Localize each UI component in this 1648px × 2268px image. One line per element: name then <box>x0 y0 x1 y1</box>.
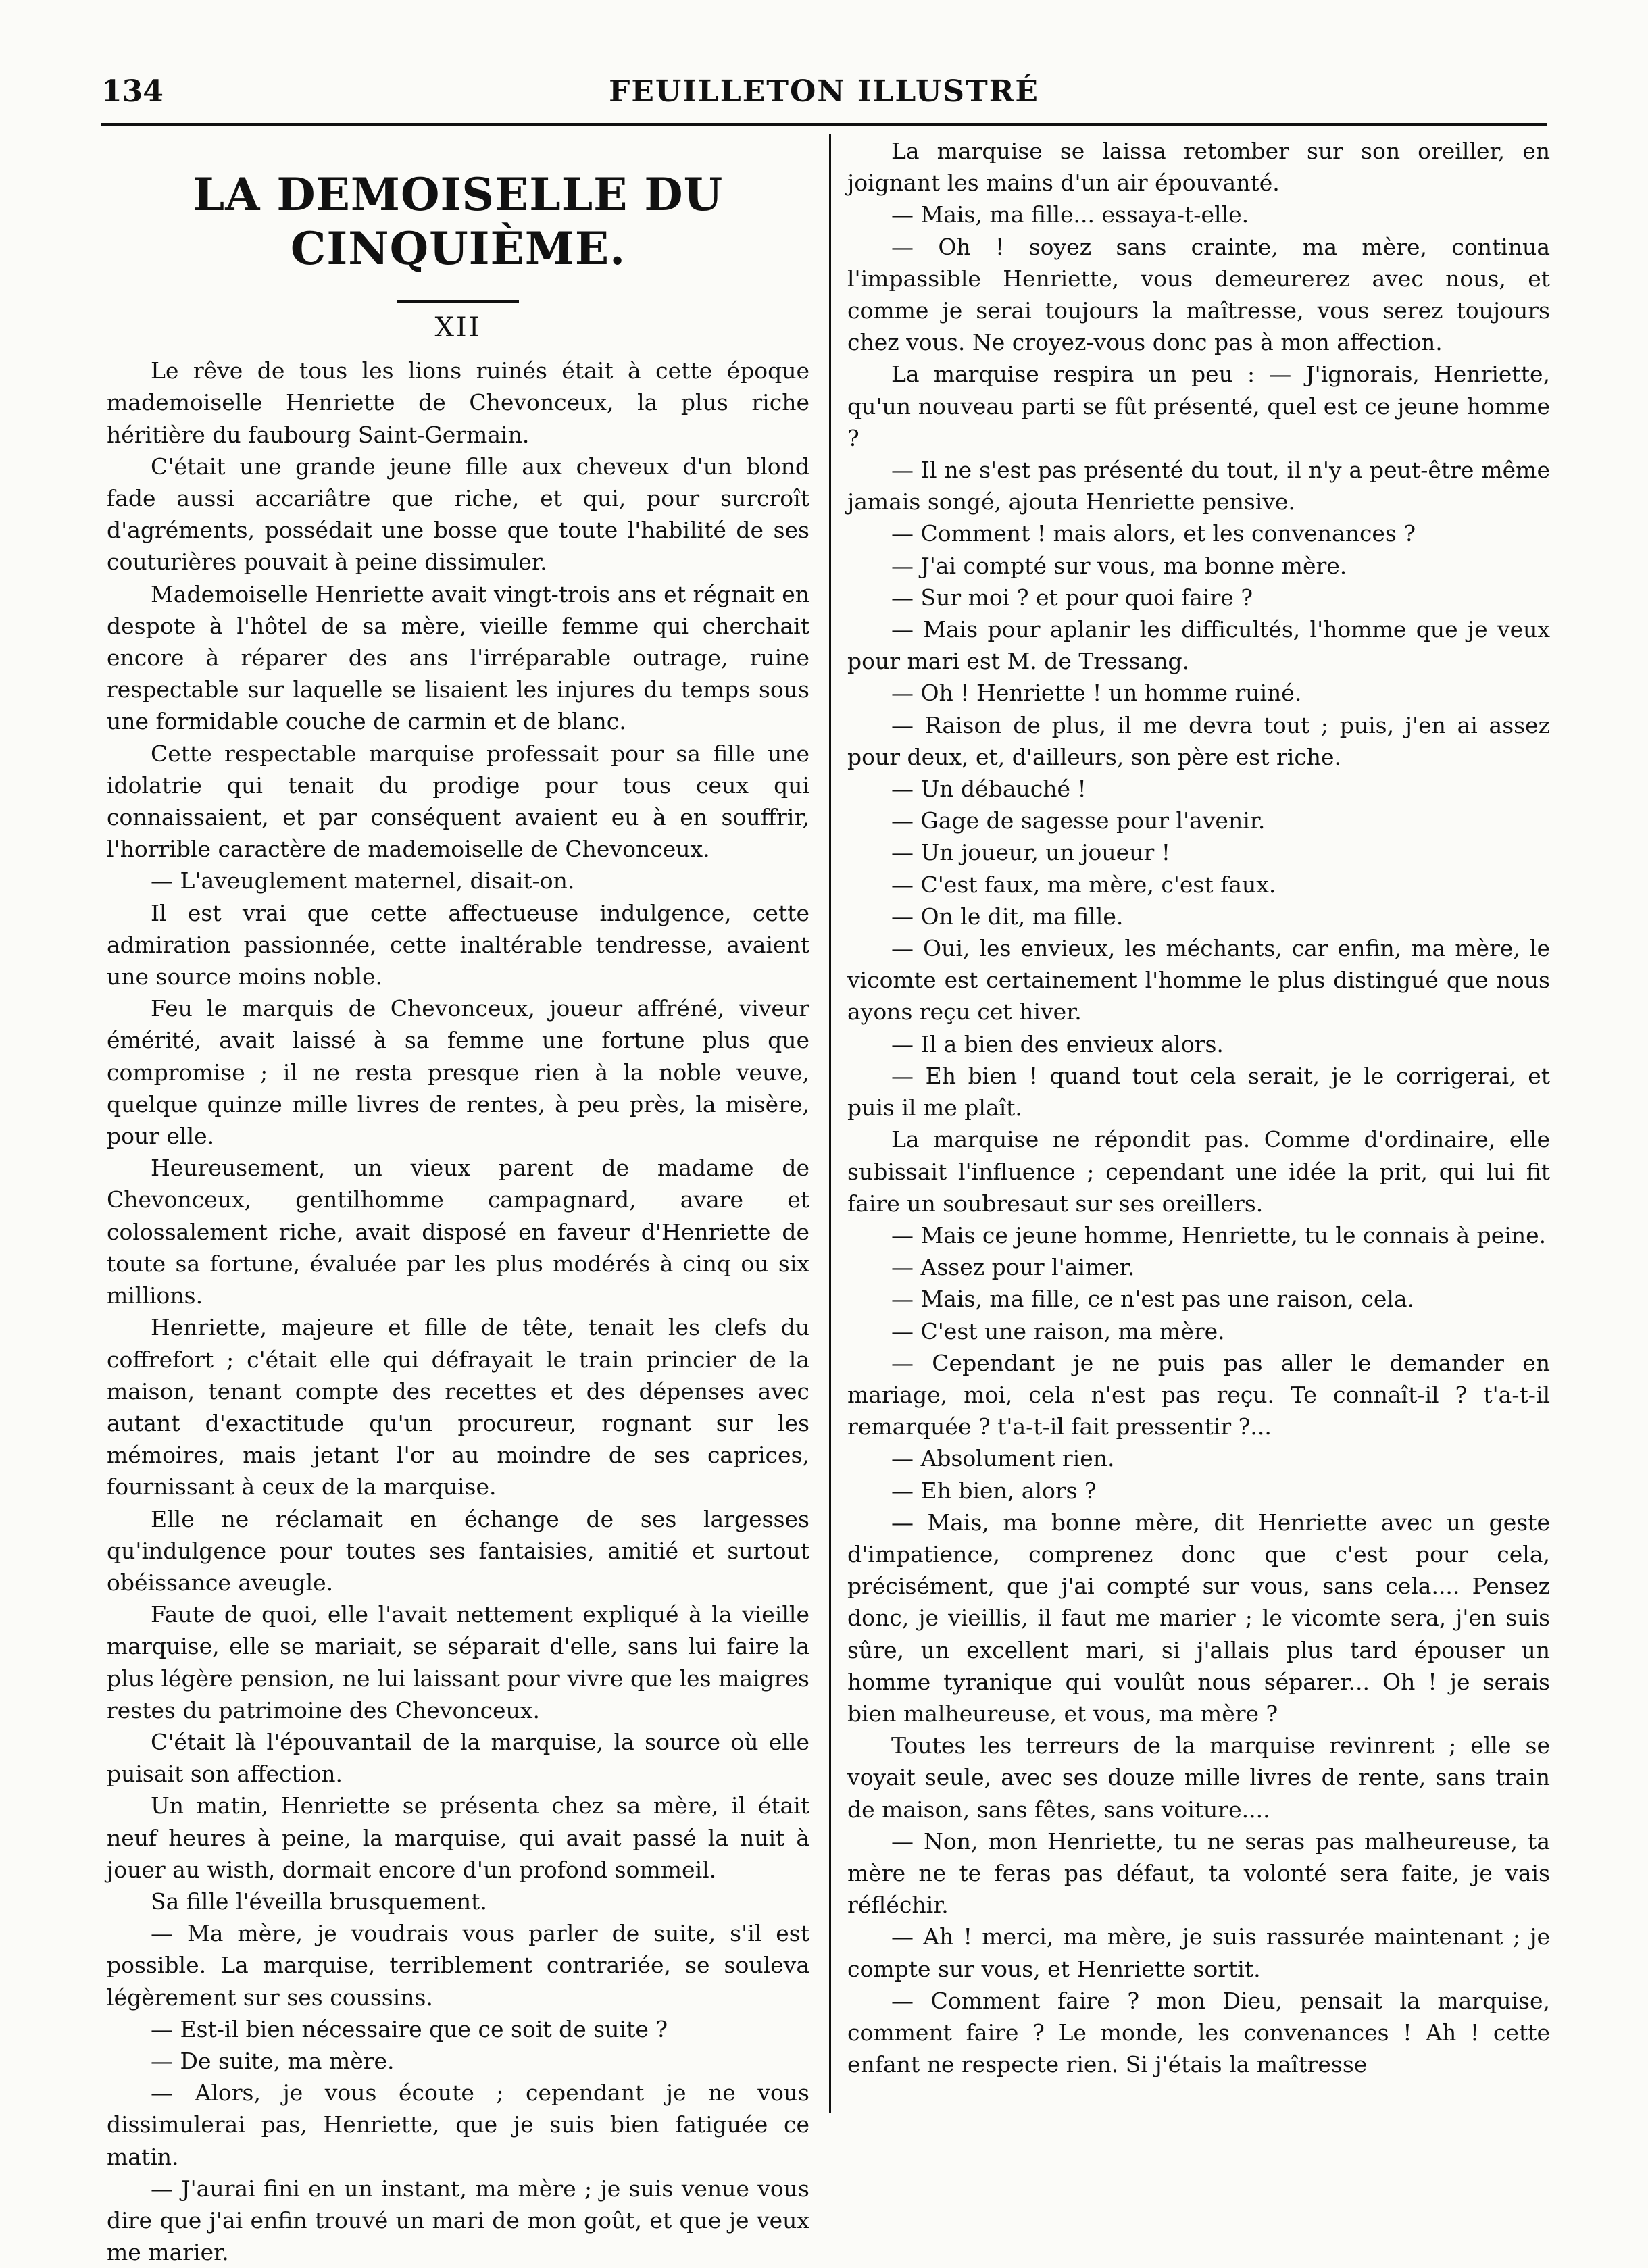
paragraph: — Eh bien ! quand tout cela serait, je le corrigerai, et puis il me plaît. <box>847 1062 1550 1122</box>
right-column <box>847 135 1550 2080</box>
paragraph: Il est vrai que cette affectueuse indulgence, cette admiration passionnée, cette inaltérable tendresse, avaient une source moins noble. <box>107 899 809 990</box>
paragraph: — C'est une raison, ma mère. <box>891 1317 1225 1344</box>
paragraph: — Mais ce jeune homme, Henriette, tu le connais à peine. <box>891 1221 1547 1249</box>
paragraph: La marquise respira un peu : — J'ignorais, Henriette, qu'un nouveau parti se fût présenté, quel est ce jeune homme ? <box>847 361 1550 451</box>
paragraph: — C'est faux, ma mère, c'est faux. <box>891 871 1276 898</box>
running-title: FEUILLETON ILLUSTRÉ <box>609 74 1039 109</box>
paragraph: Toutes les terreurs de la marquise revinrent ; elle se voyait seule, avec ses douze mille livres de rente, sans train de maison, sans fêtes, sans voiture.... <box>847 1732 1550 1823</box>
paragraph: — Il ne s'est pas présenté du tout, il n'y a peut-être même jamais songé, ajouta Henriette pensive. <box>847 457 1550 515</box>
paragraph: — Assez pour l'aimer. <box>891 1254 1135 1281</box>
paragraph: — Comment faire ? mon Dieu, pensait la marquise, comment faire ? Le monde, les convenances ! Ah ! cette enfant ne respecte rien. Si j'étais la maîtresse <box>847 1987 1550 2078</box>
paragraph: — De suite, ma mère. <box>151 2047 395 2074</box>
paragraph: Sa fille l'éveilla brusquement. <box>151 1888 487 1915</box>
page-header <box>101 68 1547 108</box>
paragraph: — On le dit, ma fille. <box>891 903 1124 930</box>
paragraph: — Oh ! Henriette ! un homme ruiné. <box>891 680 1302 707</box>
paragraph: — Sur moi ? et pour quoi faire ? <box>891 584 1253 611</box>
paragraph: — Raison de plus, il me devra tout ; puis, j'en ai assez pour deux, et, d'ailleurs, son père est riche. <box>847 711 1550 770</box>
paragraph: — Ah ! merci, ma mère, je suis rassurée maintenant ; je compte sur vous, et Henriette sortit. <box>847 1923 1550 1982</box>
paragraph: — Un débauché ! <box>891 776 1087 803</box>
paragraph: Un matin, Henriette se présenta chez sa mère, il était neuf heures à peine, la marquise, qui avait passé la nuit à jouer au wisth, dormait encore d'un profond sommeil. <box>107 1792 809 1883</box>
paragraph: — Mais, ma fille, ce n'est pas une raison, cela. <box>891 1286 1415 1313</box>
paragraph: — Comment ! mais alors, et les convenances ? <box>891 520 1416 547</box>
title-rule <box>397 300 519 303</box>
chapter-number: XII <box>434 312 482 343</box>
paragraph: Henriette, majeure et fille de tête, tenait les clefs du coffrefort ; c'était elle qui défrayait le train princier de la maison, tenant compte des recettes et des dépenses avec autant d'exactitude qu'un procureur, rognant sur les mémoires, mais jetant l'or au moindre de ses caprices, fournissant à ceux de la marquise. <box>107 1314 809 1501</box>
paragraph: — Mais pour aplanir les difficultés, l'homme que je veux pour mari est M. de Tressang. <box>847 616 1550 675</box>
paragraph: — Ma mère, je voudrais vous parler de suite, s'il est possible. La marquise, terriblement contrariée, se souleva légèrement sur ses coussins. <box>107 1920 809 2011</box>
paragraph: — Alors, je vous écoute ; cependant je ne vous dissimulerai pas, Henriette, que je suis bien fatiguée ce matin. <box>107 2080 809 2170</box>
paragraph: — Oui, les envieux, les méchants, car enfin, ma mère, le vicomte est certainement l'homme le plus distingué que nous ayons reçu cet hiver. <box>847 935 1550 1026</box>
paragraph: — Eh bien, alors ? <box>891 1477 1097 1504</box>
paragraph: Heureusement, un vieux parent de madame de Chevonceux, gentilhomme campagnard, avare et colossalement riche, avait disposé en faveur d'Henriette de toute sa fortune, évaluée par les plus modérés à cinq ou six millions. <box>107 1155 809 1309</box>
paragraph: — J'ai compté sur vous, ma bonne mère. <box>891 552 1347 579</box>
left-text <box>107 355 809 2268</box>
paragraph: — Gage de sagesse pour l'avenir. <box>891 807 1266 834</box>
paragraph: — J'aurai fini en un instant, ma mère ; je suis venue vous dire que j'ai enfin trouvé un mari de mon goût, et que je veux me marier. <box>107 2175 809 2266</box>
paragraph: — Cependant je ne puis pas aller le demander en mariage, moi, cela n'est pas reçu. Te connaît-il ? t'a-t-il remarquée ? t'a-t-il fait pressentir ?... <box>847 1349 1550 1440</box>
paragraph: C'était une grande jeune fille aux cheveux d'un blond fade aussi accariâtre que riche, et qui, pour surcroît d'agréments, possédait une bosse que toute l'habilité de ses couturières pouvait à peine dissimuler. <box>107 453 809 576</box>
paragraph: — Est-il bien nécessaire que ce soit de suite ? <box>151 2015 668 2042</box>
paragraph: La marquise se laissa retomber sur son oreiller, en joignant les mains d'un air épouvanté. <box>847 138 1550 197</box>
paragraph: — Il a bien des envieux alors. <box>891 1030 1224 1057</box>
paragraph: — Absolument rien. <box>891 1445 1115 1472</box>
paragraph: La marquise ne répondit pas. Comme d'ordinaire, elle subissait l'influence ; cependant une idée la prit, qui lui fit faire un soubresaut sur ses oreillers. <box>847 1126 1550 1217</box>
header-rule <box>101 123 1547 126</box>
column-divider <box>829 134 831 2113</box>
paragraph: Cette respectable marquise professait pour sa fille une idolatrie qui tenait du prodige pour tous ceux qui connaissaient, et par conséquent avaient eu à en souffrir, l'horrible caractère de mademoiselle de Chevonceux. <box>107 740 809 863</box>
paragraph: Le rêve de tous les lions ruinés était à cette époque mademoiselle Henriette de Chevonceux, la plus riche héritière du faubourg Saint-Germain. <box>107 357 809 448</box>
paragraph: — Mais, ma fille... essaya-t-elle. <box>891 201 1249 228</box>
paragraph: — L'aveuglement maternel, disait-on. <box>151 867 575 894</box>
paragraph: — Oh ! soyez sans crainte, ma mère, continua l'impassible Henriette, vous demeurerez avec nous, et comme je serai toujours la maîtresse, vous serez toujours chez vous. Ne croyez-vous donc pas à mon affection. <box>847 233 1550 356</box>
paragraph: Mademoiselle Henriette avait vingt-trois ans et régnait en despote à l'hôtel de sa mère, vieille femme qui cherchait encore à réparer des ans l'irréparable outrage, ruine respectable sur laquelle se lisaient les injures du temps sous une formidable couche de carmin et de blanc. <box>107 580 809 735</box>
paragraph: Elle ne réclamait en échange de ses largesses qu'indulgence pour toutes ses fantaisies, amitié et surtout obéissance aveugle. <box>107 1505 809 1596</box>
paragraph: Feu le marquis de Chevonceux, joueur affréné, viveur émérité, avait laissé à sa femme une fortune plus que compromise ; il ne resta presque rien à la noble veuve, quelque quinze mille livres de rentes, à peu près, la misère, pour elle. <box>107 995 809 1150</box>
paragraph: — Un joueur, un joueur ! <box>891 839 1170 866</box>
paragraph: — Non, mon Henriette, tu ne seras pas malheureuse, ta mère ne te feras pas défaut, ta volonté sera faite, je vais réfléchir. <box>847 1828 1550 1919</box>
story-title: LA DEMOISELLE DU CINQUIÈME. <box>193 168 724 275</box>
page-number: 134 <box>101 74 164 109</box>
paragraph: Faute de quoi, elle l'avait nettement expliqué à la vieille marquise, elle se mariait, se séparait d'elle, sans lui faire la plus légère pension, ne lui laissant pour vivre que les maigres restes du patrimoine des Chevonceux. <box>107 1601 809 1723</box>
paragraph: C'était là l'épouvantail de la marquise, la source où elle puisait son affection. <box>107 1728 809 1788</box>
paragraph: — Mais, ma bonne mère, dit Henriette avec un geste d'impatience, comprenez donc que c'est pour cela, précisément, que j'ai compté sur vous, sans cela.... Pensez donc, je vieillis, il faut me marier ; le vicomte sera, j'en suis sûre, un excellent mari, si j'allais plus tard épouser un homme tyranique qui voulût nous séparer... Oh ! je serais bien malheureuse, et vous, ma mère ? <box>847 1509 1550 1727</box>
left-column <box>107 135 809 2268</box>
